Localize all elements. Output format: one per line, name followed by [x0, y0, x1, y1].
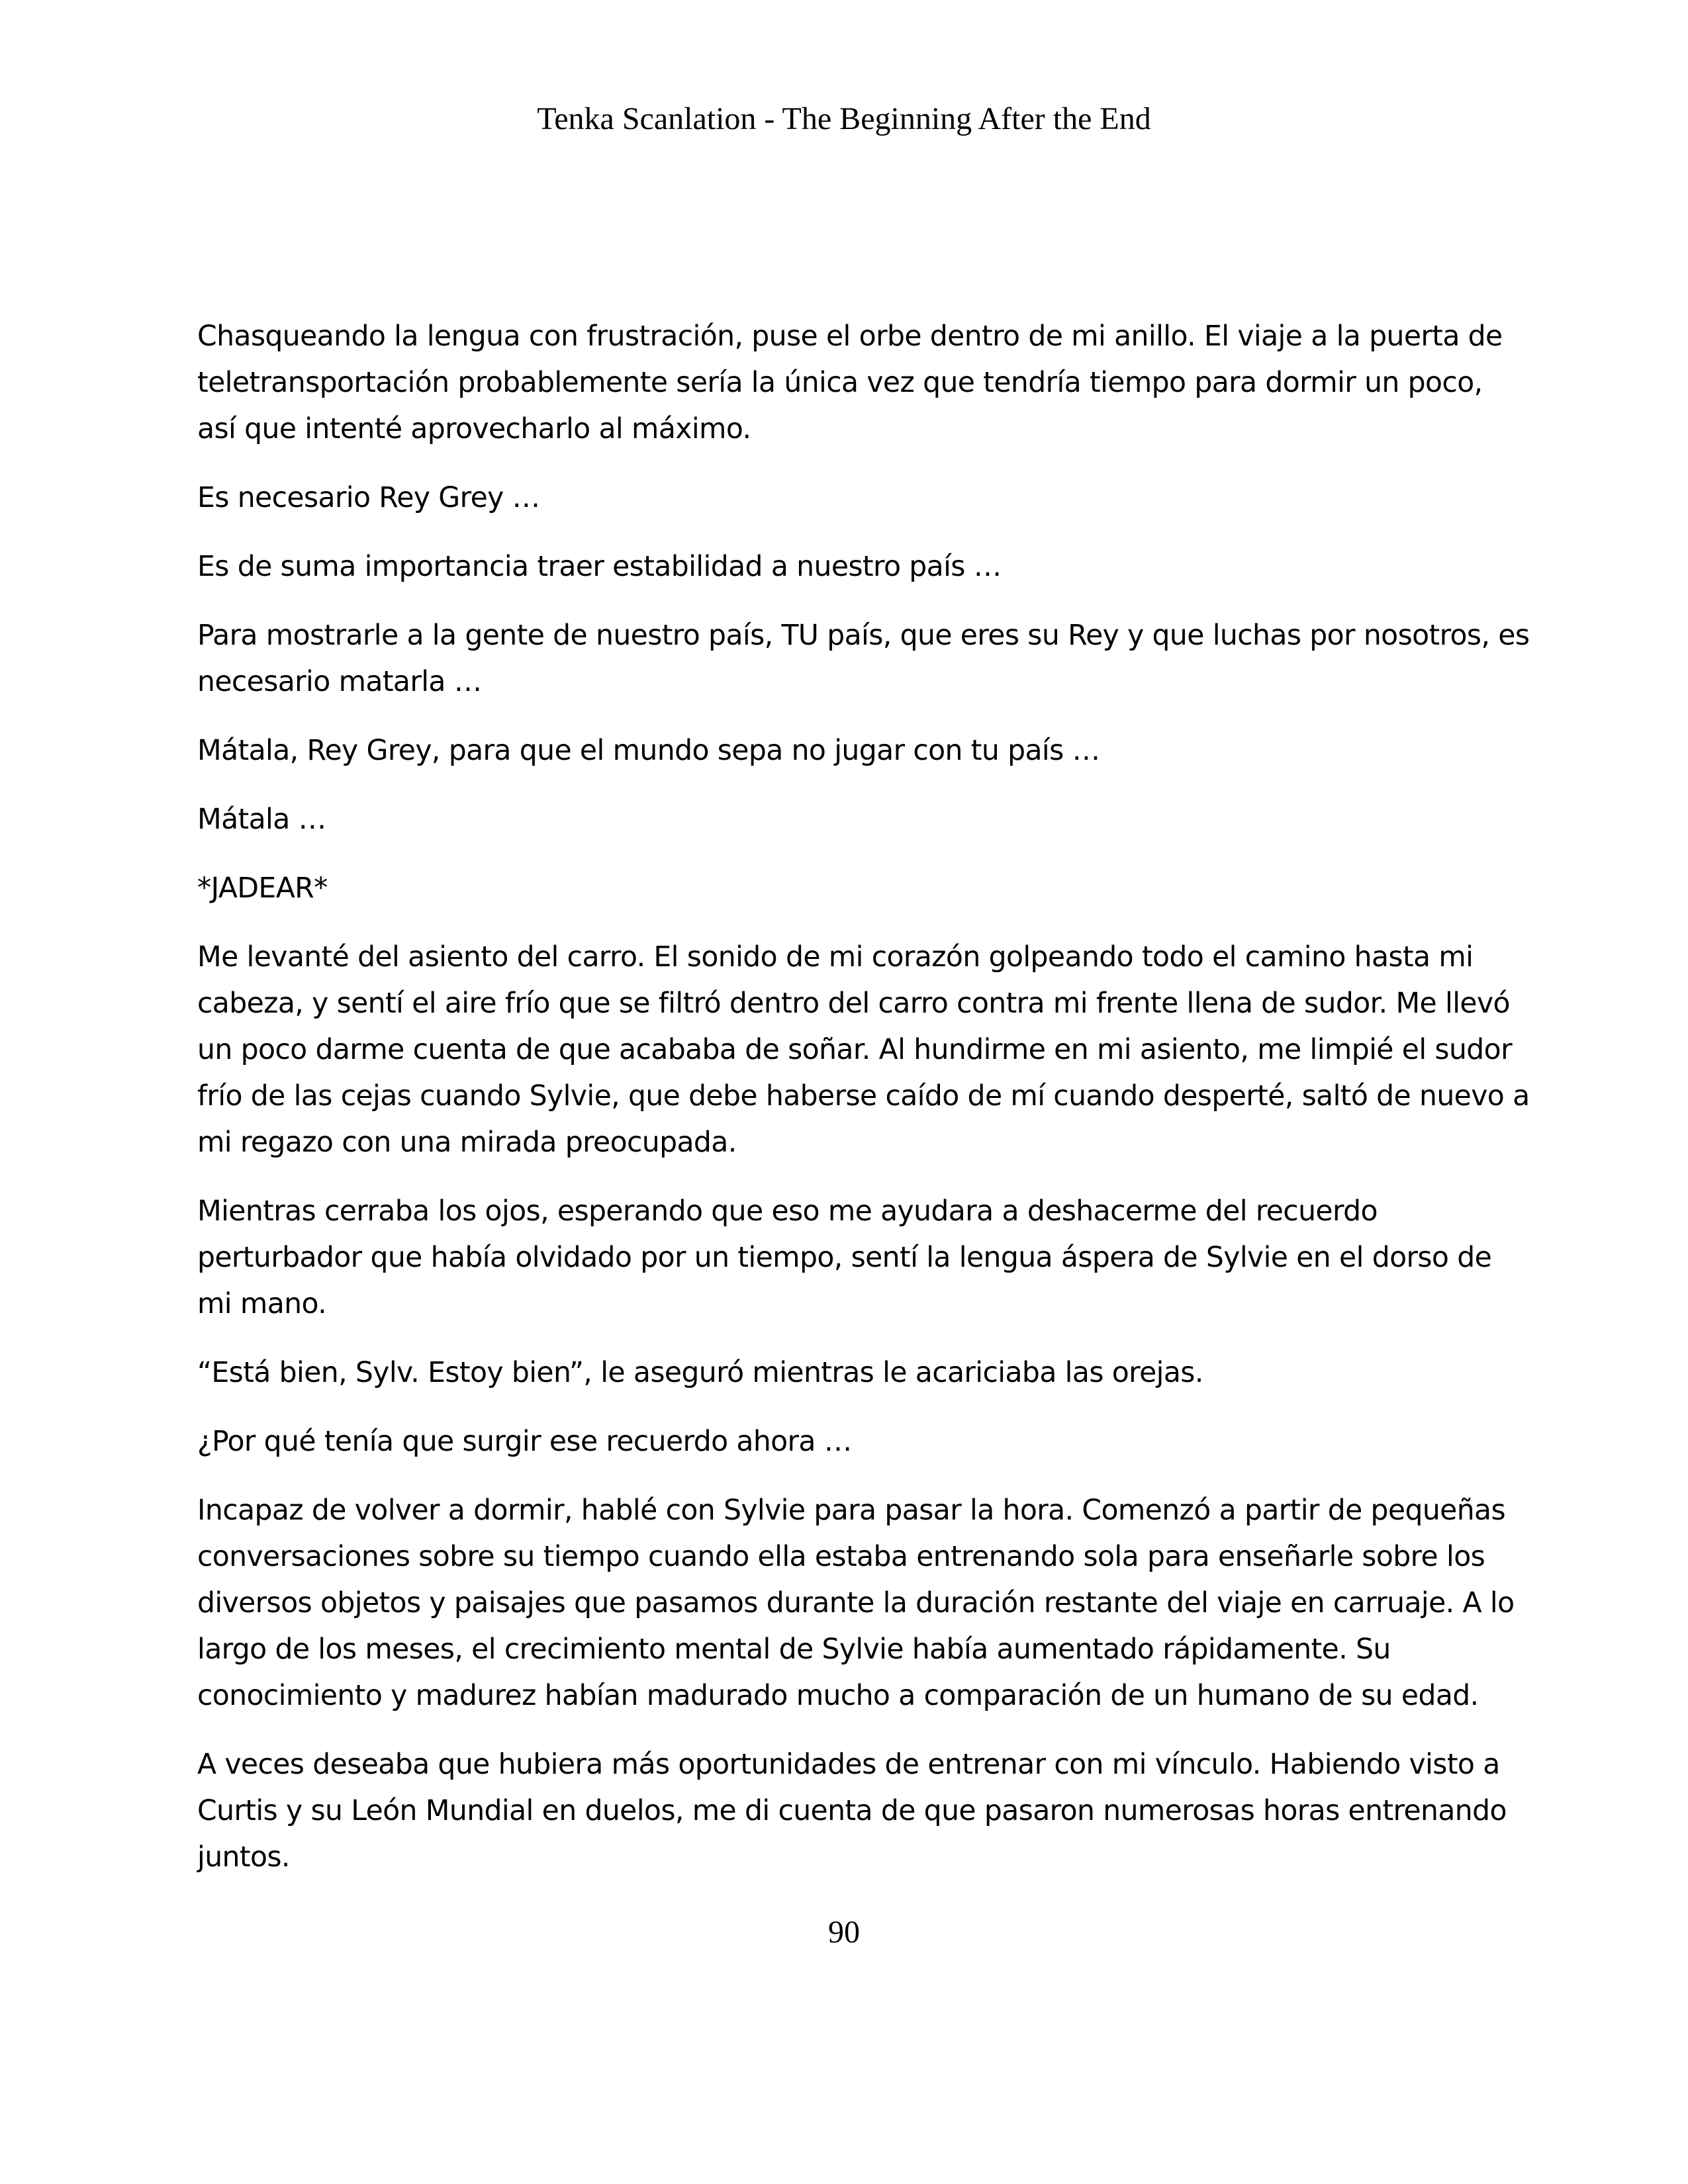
text-line: A veces deseaba que hubiera más oportunidades de entrenar con mi vínculo. Habiendo visto a	[197, 1749, 1500, 1781]
paragraph	[197, 934, 1530, 1166]
paragraph	[197, 314, 1505, 453]
text-line: Mientras cerraba los ojos, esperando que eso me ayudara a deshacerme del recuerdo	[197, 1195, 1378, 1228]
text-line: Curtis y su León Mundial en duelos, me di cuenta de que pasaron numerosas horas entrenando	[197, 1795, 1507, 1827]
text-line: conocimiento y madurez habían madurado mucho a comparación de un humano de su edad.	[197, 1680, 1479, 1712]
text-line: diversos objetos y paisajes que pasamos durante la duración restante del viaje en carruaje. A lo	[197, 1587, 1515, 1619]
paragraph	[197, 1419, 1505, 1465]
paragraph	[197, 866, 1505, 912]
paragraph	[197, 475, 1505, 522]
text-line: cabeza, y sentí el aire frío que se filtró dentro del carro contra mi frente llena de sudor. Me llevó	[197, 987, 1510, 1020]
paragraph	[197, 797, 1505, 843]
text-line: mi mano.	[197, 1288, 327, 1320]
paragraph	[197, 728, 1505, 774]
text-line: perturbador que había olvidado por un tiempo, sentí la lengua áspera de Sylvie en el dorso de	[197, 1242, 1492, 1274]
text-line: ¿Por qué tenía que surgir ese recuerdo ahora …	[197, 1426, 852, 1458]
text-line: juntos.	[197, 1841, 290, 1874]
text-line: Chasqueando la lengua con frustración, puse el orbe dentro de mi anillo. El viaje a la puerta de	[197, 320, 1503, 353]
text-line: necesario matarla …	[197, 666, 482, 698]
text-line: *JADEAR*	[197, 872, 328, 905]
text-line: Para mostrarle a la gente de nuestro país, TU país, que eres su Rey y que luchas por nosotros, es	[197, 619, 1530, 652]
text-line: conversaciones sobre su tiempo cuando ella estaba entrenando sola para enseñarle sobre los	[197, 1541, 1485, 1573]
text-line: Mátala, Rey Grey, para que el mundo sepa no jugar con tu país …	[197, 735, 1100, 767]
text-line: mi regazo con una mirada preocupada.	[197, 1126, 737, 1159]
text-line: Me levanté del asiento del carro. El sonido de mi corazón golpeando todo el camino hasta mi	[197, 941, 1474, 974]
text-line: Es de suma importancia traer estabilidad a nuestro país …	[197, 551, 1002, 583]
text-line: frío de las cejas cuando Sylvie, que debe haberse caído de mí cuando desperté, saltó de nuevo a	[197, 1080, 1530, 1113]
text-line: un poco darme cuenta de que acababa de soñar. Al hundirme en mi asiento, me limpié el sudor	[197, 1034, 1512, 1066]
paragraph	[197, 1742, 1505, 1881]
text-line: Es necesario Rey Grey …	[197, 482, 540, 514]
paragraph	[197, 544, 1505, 590]
page-number: 90	[828, 1915, 860, 1950]
text-line: así que intenté aprovecharlo al máximo.	[197, 413, 751, 445]
paragraph	[197, 1488, 1515, 1719]
text-line: Incapaz de volver a dormir, hablé con Sylvie para pasar la hora. Comenzó a partir de pequeñas	[197, 1494, 1506, 1527]
paragraph	[197, 1350, 1505, 1396]
paragraph	[197, 1189, 1505, 1328]
text-line: largo de los meses, el crecimiento mental de Sylvie había aumentado rápidamente. Su	[197, 1633, 1391, 1666]
paragraph	[197, 613, 1530, 705]
body-text	[197, 314, 1530, 1903]
text-line: Mátala …	[197, 803, 326, 836]
text-line: “Está bien, Sylv. Estoy bien”, le aseguró mientras le acariciaba las orejas.	[197, 1357, 1203, 1389]
text-line: teletransportación probablemente sería la única vez que tendría tiempo para dormir un poco,	[197, 367, 1483, 399]
page-header: Tenka Scanlation - The Beginning After the End	[537, 101, 1151, 136]
